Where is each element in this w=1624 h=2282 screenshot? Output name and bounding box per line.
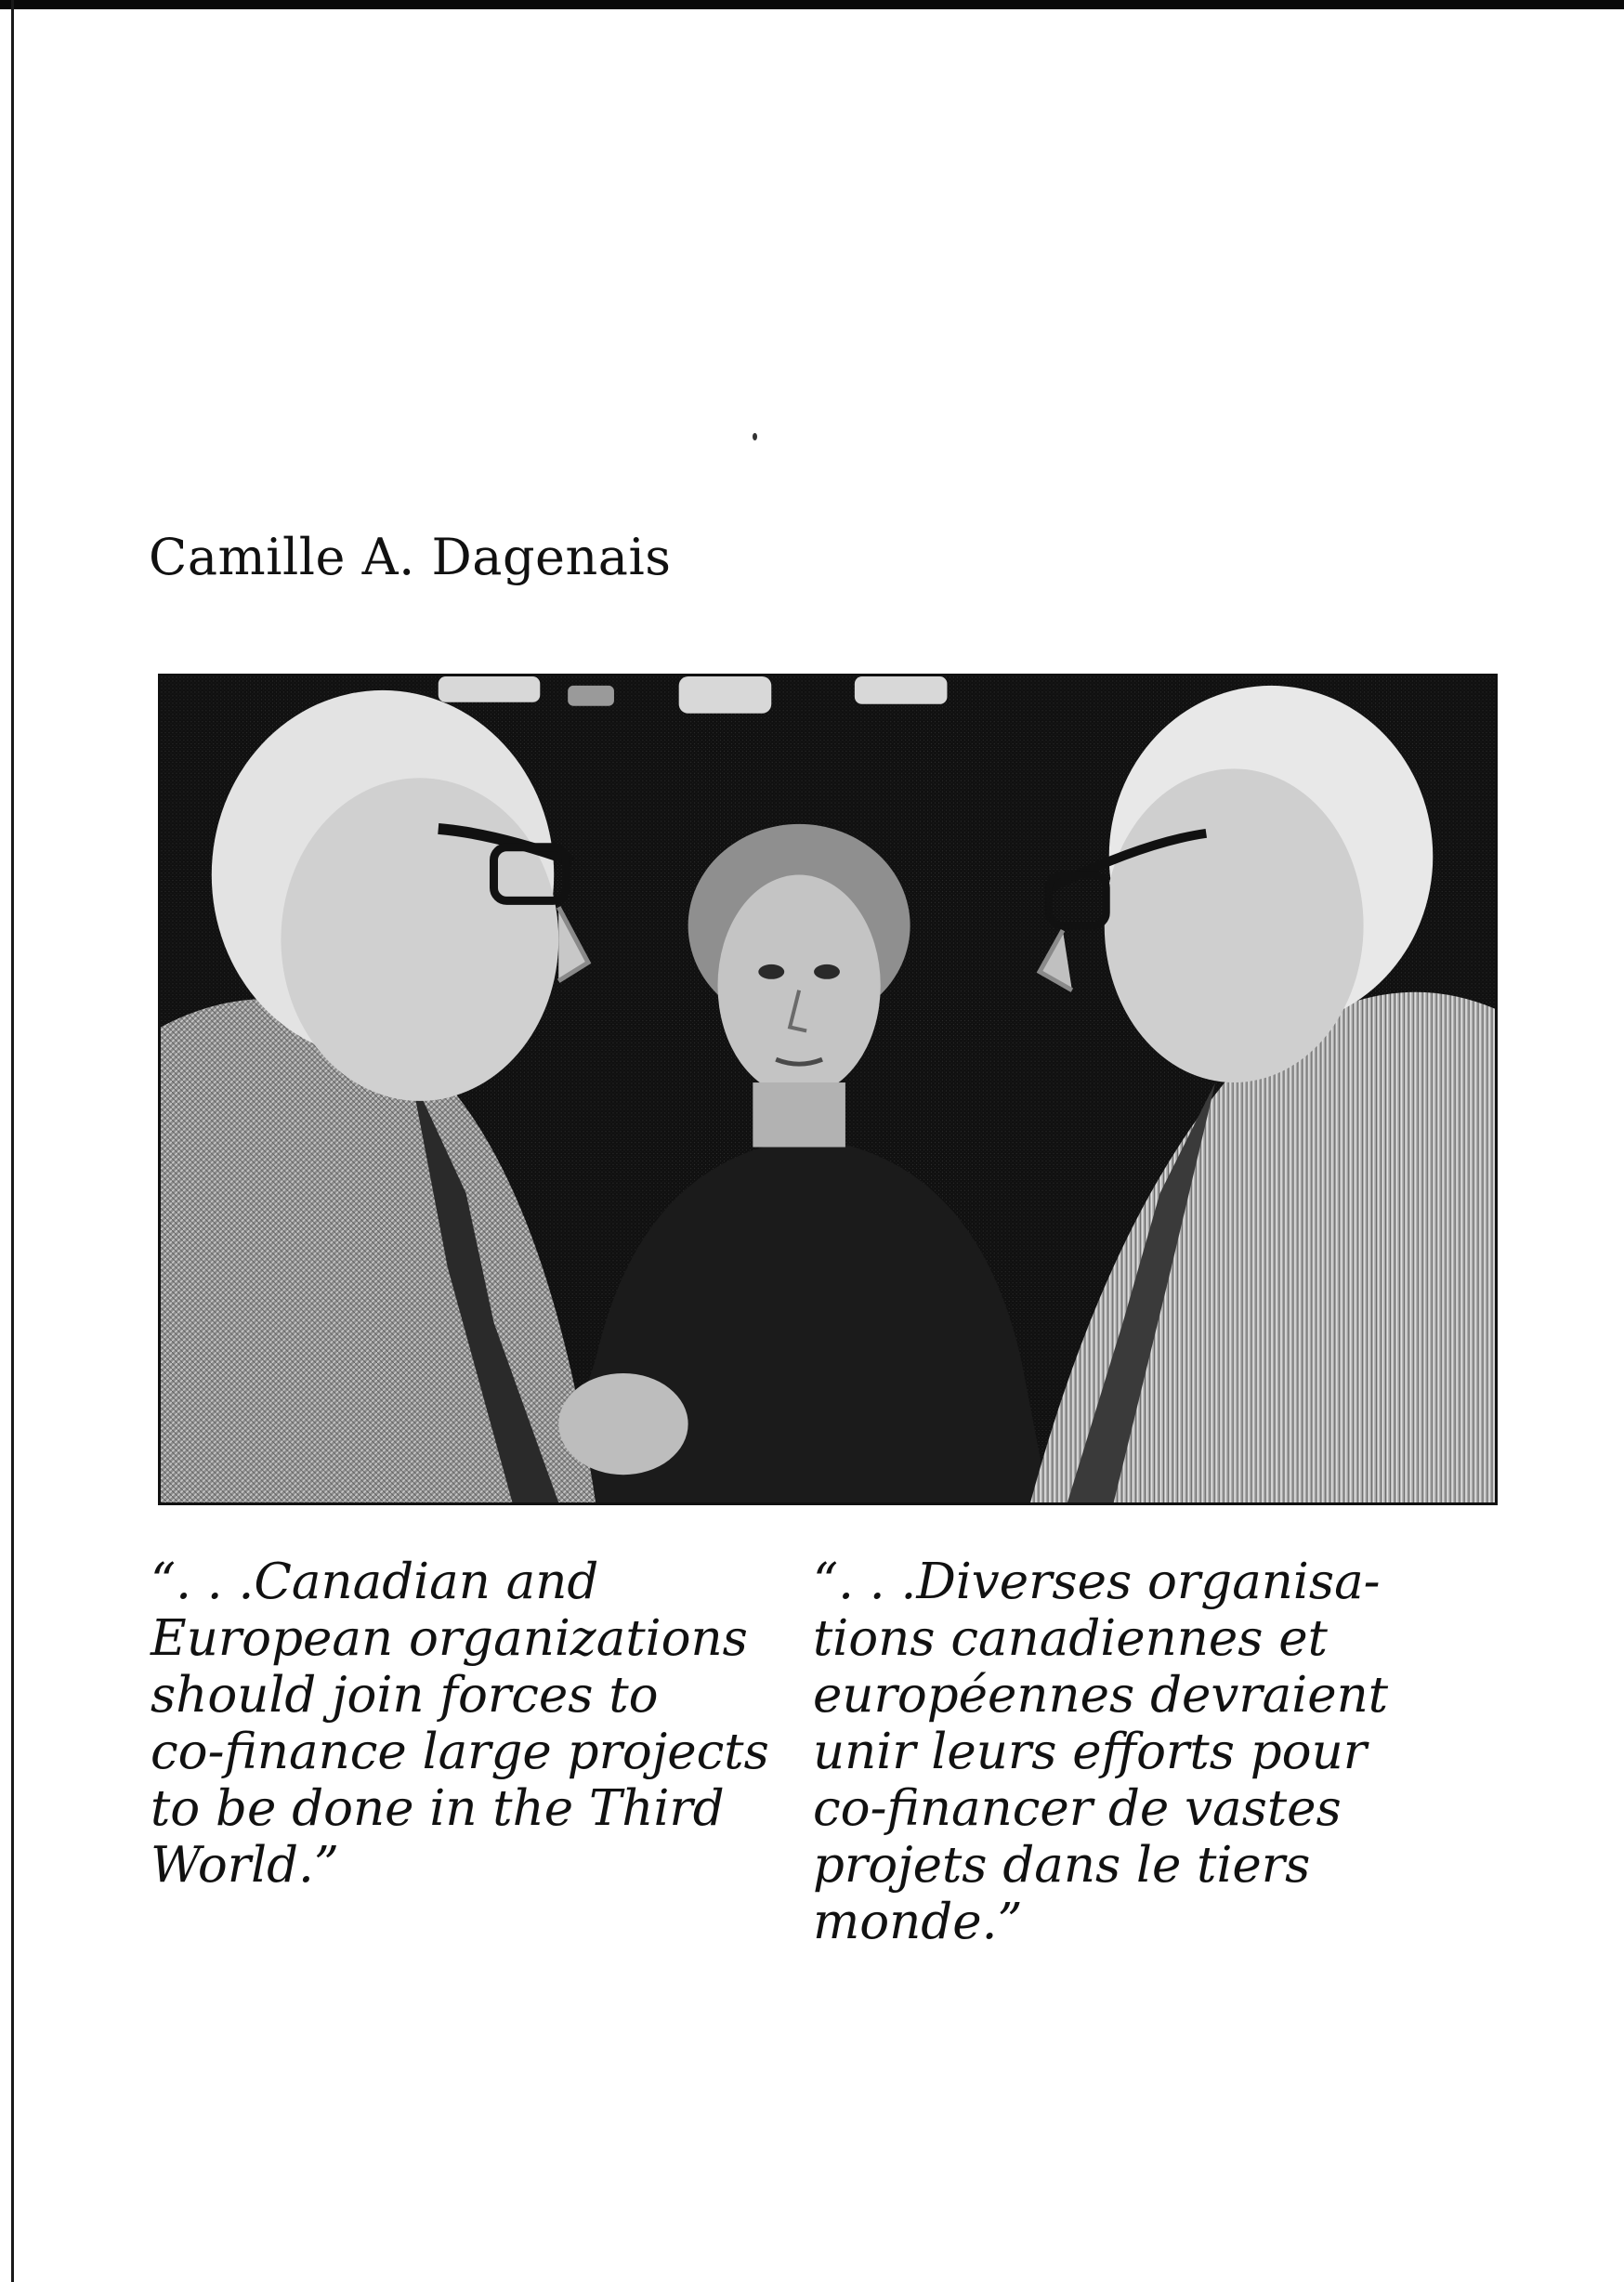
left-border-rule bbox=[11, 0, 14, 2282]
top-border-rule bbox=[0, 0, 1624, 9]
speaker-name: Camille A. Dagenais bbox=[149, 528, 672, 586]
scan-speck bbox=[753, 433, 757, 440]
group-photo-illustration bbox=[161, 676, 1495, 1502]
group-photo bbox=[158, 674, 1498, 1505]
quote-french: “. . .Diverses organisa- tions canadiennes et européennes devraient unir leurs efforts pour co-financer de vastes projets dans le tiers monde.” bbox=[813, 1554, 1388, 1950]
quote-english: “. . .Canadian and European organizations should join forces to co-finance large projects to be done in the Third World.” bbox=[151, 1554, 769, 1894]
